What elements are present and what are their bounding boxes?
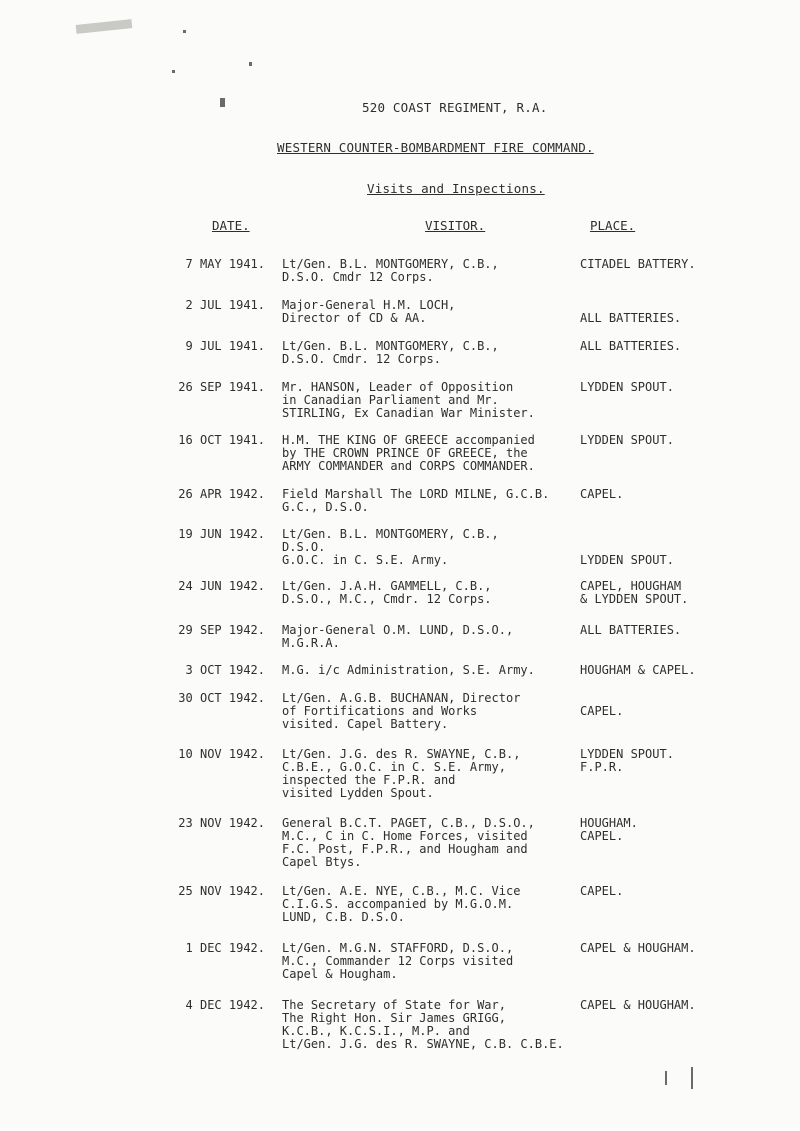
visitor-name: Lt/Gen. A.E. NYE, C.B., M.C. Vice C.I.G.S. accompanied by M.G.O.M. LUND, C.B. D.S.O. xyxy=(282,884,521,924)
visit-date: 9 JUL 1941. xyxy=(185,339,265,353)
column-header-date: DATE. xyxy=(212,218,250,233)
visitor-name: The Secretary of State for War, The Right Hon. Sir James GRIGG, K.C.B., K.C.S.I., M.P. and Lt/Gen. J.G. des R. SWAYNE, C.B. C.B.E. xyxy=(282,998,564,1051)
visitor-name: Lt/Gen. J.G. des R. SWAYNE, C.B., C.B.E., G.O.C. in C. S.E. Army, inspected the F.P.R. and visited Lydden Spout. xyxy=(282,747,521,800)
visitor-name: H.M. THE KING OF GREECE accompanied by THE CROWN PRINCE OF GREECE, the ARMY COMMANDER and CORPS COMMANDER. xyxy=(282,433,535,473)
visit-date: 23 NOV 1942. xyxy=(178,816,265,830)
visitor-name: Lt/Gen. B.L. MONTGOMERY, C.B., D.S.O. Cmdr 12 Corps. xyxy=(282,257,499,284)
visit-date: 19 JUN 1942. xyxy=(178,527,265,541)
visit-date: 2 JUL 1941. xyxy=(185,298,265,312)
visit-place: ALL BATTERIES. xyxy=(580,623,682,637)
visit-place: CAPEL, HOUGHAM & LYDDEN SPOUT. xyxy=(580,579,689,606)
visit-place: LYDDEN SPOUT. F.P.R. xyxy=(580,747,674,774)
visit-place: LYDDEN SPOUT. xyxy=(580,380,674,394)
scan-mark xyxy=(249,62,252,66)
scan-mark xyxy=(665,1071,667,1085)
visit-date: 26 SEP 1941. xyxy=(178,380,265,394)
visit-place: CAPEL & HOUGHAM. xyxy=(580,998,696,1012)
visitor-name: Mr. HANSON, Leader of Opposition in Canadian Parliament and Mr. STIRLING, Ex Canadian War Minister. xyxy=(282,380,535,420)
visitor-name: Major-General O.M. LUND, D.S.O., M.G.R.A. xyxy=(282,623,514,650)
visit-date: 1 DEC 1942. xyxy=(185,941,265,955)
visit-date: 4 DEC 1942. xyxy=(185,998,265,1012)
visit-date: 24 JUN 1942. xyxy=(178,579,265,593)
visit-date: 29 SEP 1942. xyxy=(178,623,265,637)
regiment-heading: 520 COAST REGIMENT, R.A. xyxy=(362,100,548,115)
visit-date: 3 OCT 1942. xyxy=(185,663,265,677)
visit-place: HOUGHAM & CAPEL. xyxy=(580,663,696,677)
visit-place: CAPEL. xyxy=(580,704,624,718)
scan-mark xyxy=(172,70,175,73)
visitor-name: Lt/Gen. B.L. MONTGOMERY, C.B., D.S.O. Cmdr. 12 Corps. xyxy=(282,339,499,366)
visit-place: ALL BATTERIES. xyxy=(580,311,682,325)
visitor-name: Field Marshall The LORD MILNE, G.C.B. G.C., D.S.O. xyxy=(282,487,550,514)
scan-mark xyxy=(76,19,133,34)
page-title: Visits and Inspections. xyxy=(367,181,545,196)
visit-place: LYDDEN SPOUT. xyxy=(580,553,674,567)
visitor-name: Lt/Gen. A.G.B. BUCHANAN, Director of Fortifications and Works visited. Capel Battery. xyxy=(282,691,521,731)
visit-place: CAPEL & HOUGHAM. xyxy=(580,941,696,955)
visit-date: 10 NOV 1942. xyxy=(178,747,265,761)
column-header-visitor: VISITOR. xyxy=(425,218,486,233)
visit-place: ALL BATTERIES. xyxy=(580,339,682,353)
visit-place: CITADEL BATTERY. xyxy=(580,257,696,271)
visitor-name: Lt/Gen. B.L. MONTGOMERY, C.B., D.S.O. G.O.C. in C. S.E. Army. xyxy=(282,527,499,567)
visitor-name: M.G. i/c Administration, S.E. Army. xyxy=(282,663,535,677)
visit-place: HOUGHAM. CAPEL. xyxy=(580,816,638,843)
visit-place: CAPEL. xyxy=(580,884,624,898)
scan-mark xyxy=(220,98,225,107)
visit-date: 25 NOV 1942. xyxy=(178,884,265,898)
visitor-name: Lt/Gen. M.G.N. STAFFORD, D.S.O., M.C., Commander 12 Corps visited Capel & Hougham. xyxy=(282,941,514,981)
column-header-place: PLACE. xyxy=(590,218,636,233)
scan-mark xyxy=(183,30,186,33)
visit-place: CAPEL. xyxy=(580,487,624,501)
visit-place: LYDDEN SPOUT. xyxy=(580,433,674,447)
visit-date: 30 OCT 1942. xyxy=(178,691,265,705)
visit-date: 26 APR 1942. xyxy=(178,487,265,501)
visitor-name: Major-General H.M. LOCH, Director of CD & AA. xyxy=(282,298,456,325)
visitor-name: General B.C.T. PAGET, C.B., D.S.O., M.C., C in C. Home Forces, visited F.C. Post, F.P.R., and Hougham and Capel Btys. xyxy=(282,816,535,869)
visitor-name: Lt/Gen. J.A.H. GAMMELL, C.B., D.S.O., M.C., Cmdr. 12 Corps. xyxy=(282,579,492,606)
scan-mark xyxy=(691,1067,693,1089)
visit-date: 7 MAY 1941. xyxy=(185,257,265,271)
command-heading: WESTERN COUNTER-BOMBARDMENT FIRE COMMAND. xyxy=(277,140,594,155)
visit-date: 16 OCT 1941. xyxy=(178,433,265,447)
